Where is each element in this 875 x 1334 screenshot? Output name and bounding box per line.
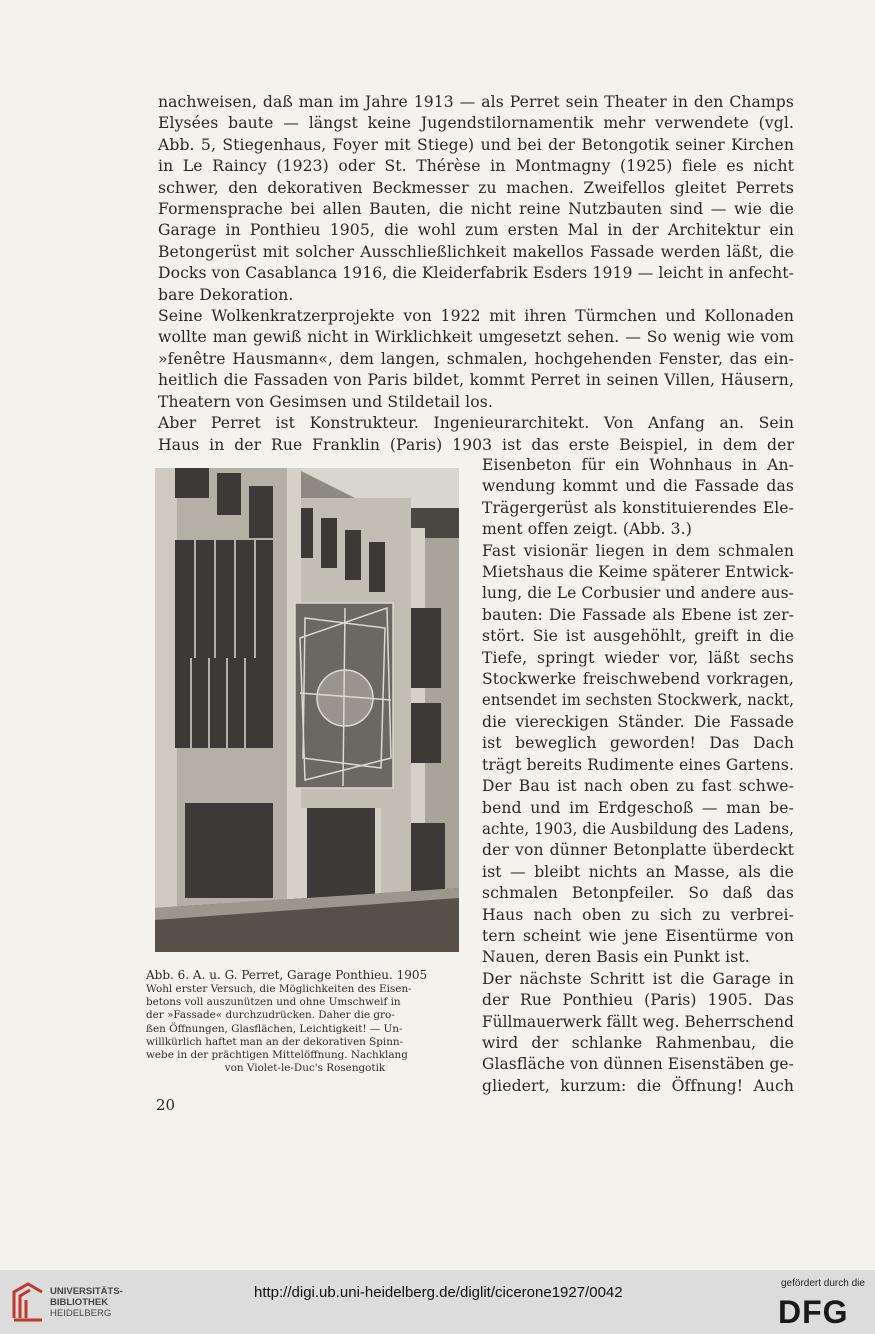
text-line: Formensprache bei allen Bauten, die nicht reine Nutzbauten sind — wie die bbox=[158, 200, 794, 219]
text-line: heitlich die Fassaden von Paris bildet, kommt Perret in seinen Villen, Häusern, bbox=[158, 371, 794, 390]
text-line: bend und im Erdgeschoß — man be- bbox=[482, 798, 794, 817]
text-line: achte, 1903, die Ausbildung des Ladens, bbox=[482, 819, 794, 838]
text-line: der Rue Ponthieu (Paris) 1905. Das bbox=[482, 991, 794, 1010]
caption-line: der »Fassade« durchzudrücken. Daher die gro- bbox=[146, 1009, 395, 1022]
text-line: Füllmauerwerk fällt weg. Beherrschend bbox=[482, 1012, 794, 1031]
text-line: Aber Perret ist Konstrukteur. Ingenieurarchitekt. Von Anfang an. Sein bbox=[158, 414, 794, 433]
text-line: Betongerüst mit solcher Ausschließlichkeit makellos Fassade werden läßt, die bbox=[158, 242, 794, 261]
text-line: Theatern von Gesimsen und Stildetail los. bbox=[158, 392, 493, 411]
library-name-line: HEIDELBERG bbox=[50, 1308, 112, 1319]
text-line: trägt bereits Rudimente eines Gartens. bbox=[482, 755, 794, 774]
page-number: 20 bbox=[156, 1096, 176, 1114]
permalink-url[interactable]: http://digi.ub.uni-heidelberg.de/diglit/cicerone1927/0042 bbox=[254, 1284, 623, 1301]
text-line: Trägergerüst als konstituierendes Ele- bbox=[482, 498, 794, 517]
text-line: schwer, den dekorativen Beckmesser zu machen. Zweifellos gleitet Perrets bbox=[158, 178, 794, 197]
text-line: Haus in der Rue Franklin (Paris) 1903 ist das erste Beispiel, in dem der bbox=[158, 435, 794, 454]
text-line: schmalen Betonpfeiler. So daß das bbox=[482, 884, 794, 903]
text-line: bare Dekoration. bbox=[158, 285, 294, 304]
caption-line: betons voll auszunützen und ohne Umschweif in bbox=[146, 996, 401, 1009]
text-line: »fenêtre Hausmann«, dem langen, schmalen, hochgehenden Fenster, das ein- bbox=[158, 349, 794, 368]
text-line: Stockwerke freischwebend vorkragen, bbox=[482, 670, 794, 689]
caption-line: von Violet-le-Duc's Rosengotik bbox=[224, 1062, 386, 1075]
text-line: bauten: Die Fassade als Ebene ist zer- bbox=[482, 605, 794, 624]
text-line: Haus nach oben zu sich zu verbrei- bbox=[482, 905, 794, 924]
caption-line: ßen Öffnungen, Glasflächen, Leichtigkeit! — Un- bbox=[146, 1022, 403, 1035]
text-line: wollte man gewiß nicht in Wirklichkeit umgesetzt sehen. — So wenig wie vom bbox=[158, 328, 794, 347]
figure-garage-ponthieu-photo bbox=[155, 468, 459, 952]
text-line: ist — bleibt nichts an Masse, als die bbox=[482, 862, 794, 881]
text-line: lung, die Le Corbusier und andere aus- bbox=[482, 584, 794, 603]
dfg-logo[interactable]: DFG bbox=[778, 1294, 849, 1330]
text-line: Seine Wolkenkratzerprojekte von 1922 mit ihren Türmchen und Kollonaden bbox=[158, 307, 794, 326]
text-line: die viereckigen Ständer. Die Fassade bbox=[482, 712, 794, 731]
text-line: wendung kommt und die Fassade das bbox=[482, 477, 794, 496]
text-line: wird der schlanke Rahmenbau, die bbox=[482, 1033, 794, 1052]
text-line: in Le Raincy (1923) oder St. Thérèse in Montmagny (1925) fiele es nicht bbox=[158, 157, 794, 176]
figure-caption bbox=[146, 968, 464, 1075]
building-photo-illustration bbox=[155, 468, 459, 952]
text-line: Der nächste Schritt ist die Garage in bbox=[482, 969, 794, 988]
text-line: ist beweglich geworden! Das Dach bbox=[482, 734, 794, 753]
text-line: entsendet im sechsten Stockwerk, nackt, bbox=[482, 691, 794, 710]
text-line: Fast visionär liegen in dem schmalen bbox=[482, 541, 794, 560]
text-line: der von dünner Betonplatte überdeckt bbox=[482, 841, 794, 860]
text-line: stört. Sie ist ausgehöhlt, greift in die bbox=[482, 627, 794, 646]
library-name[interactable] bbox=[50, 1286, 123, 1319]
text-line: ment offen zeigt. (Abb. 3.) bbox=[482, 520, 692, 539]
text-line: gliedert, kurzum: die Öffnung! Auch bbox=[482, 1076, 794, 1095]
text-line: Abb. 5, Stiegenhaus, Foyer mit Stiege) und bei der Betongotik seiner Kirchen bbox=[158, 135, 794, 154]
viewer-footer-bar bbox=[0, 1270, 875, 1334]
text-line: Elysées baute — längst keine Jugendstilornamentik mehr verwendete (vgl. bbox=[158, 114, 794, 133]
text-line: Der Bau ist nach oben zu fast schwe- bbox=[482, 777, 794, 796]
body-text-right-column bbox=[482, 455, 794, 1097]
text-line: Eisenbeton für ein Wohnhaus in An- bbox=[482, 456, 794, 474]
text-line: Garage in Ponthieu 1905, die wohl zum ersten Mal in der Architektur ein bbox=[158, 221, 794, 240]
library-name-line: UNIVERSITÄTS- bbox=[50, 1286, 123, 1297]
funding-label: gefördert durch die bbox=[781, 1278, 865, 1289]
text-line: Docks von Casablanca 1916, die Kleiderfabrik Esders 1919 — leicht in anfecht- bbox=[158, 264, 794, 283]
caption-title: Abb. 6. A. u. G. Perret, Garage Ponthieu. 1905 bbox=[146, 968, 428, 982]
library-name-line: BIBLIOTHEK bbox=[50, 1297, 109, 1308]
text-line: Mietshaus die Keime späterer Entwick- bbox=[482, 563, 794, 582]
body-text-full-width bbox=[158, 92, 794, 456]
caption-line: Wohl erster Versuch, die Möglichkeiten des Eisen- bbox=[146, 983, 412, 995]
library-logo-icon[interactable] bbox=[10, 1280, 48, 1324]
text-line: Nauen, deren Basis ein Punkt ist. bbox=[482, 948, 750, 967]
text-line: Glasfläche von dünnen Eisenstäben ge- bbox=[482, 1055, 794, 1074]
text-line: tern scheint wie jene Eisentürme von bbox=[482, 926, 794, 945]
caption-line: willkürlich haftet man an der dekorativen Spinn- bbox=[146, 1035, 404, 1048]
caption-line: webe in der prächtigen Mittelöffnung. Nachklang bbox=[146, 1049, 408, 1062]
text-line: nachweisen, daß man im Jahre 1913 — als Perret sein Theater in den Champs bbox=[158, 93, 794, 111]
text-line: Tiefe, springt wieder vor, läßt sechs bbox=[482, 648, 794, 667]
